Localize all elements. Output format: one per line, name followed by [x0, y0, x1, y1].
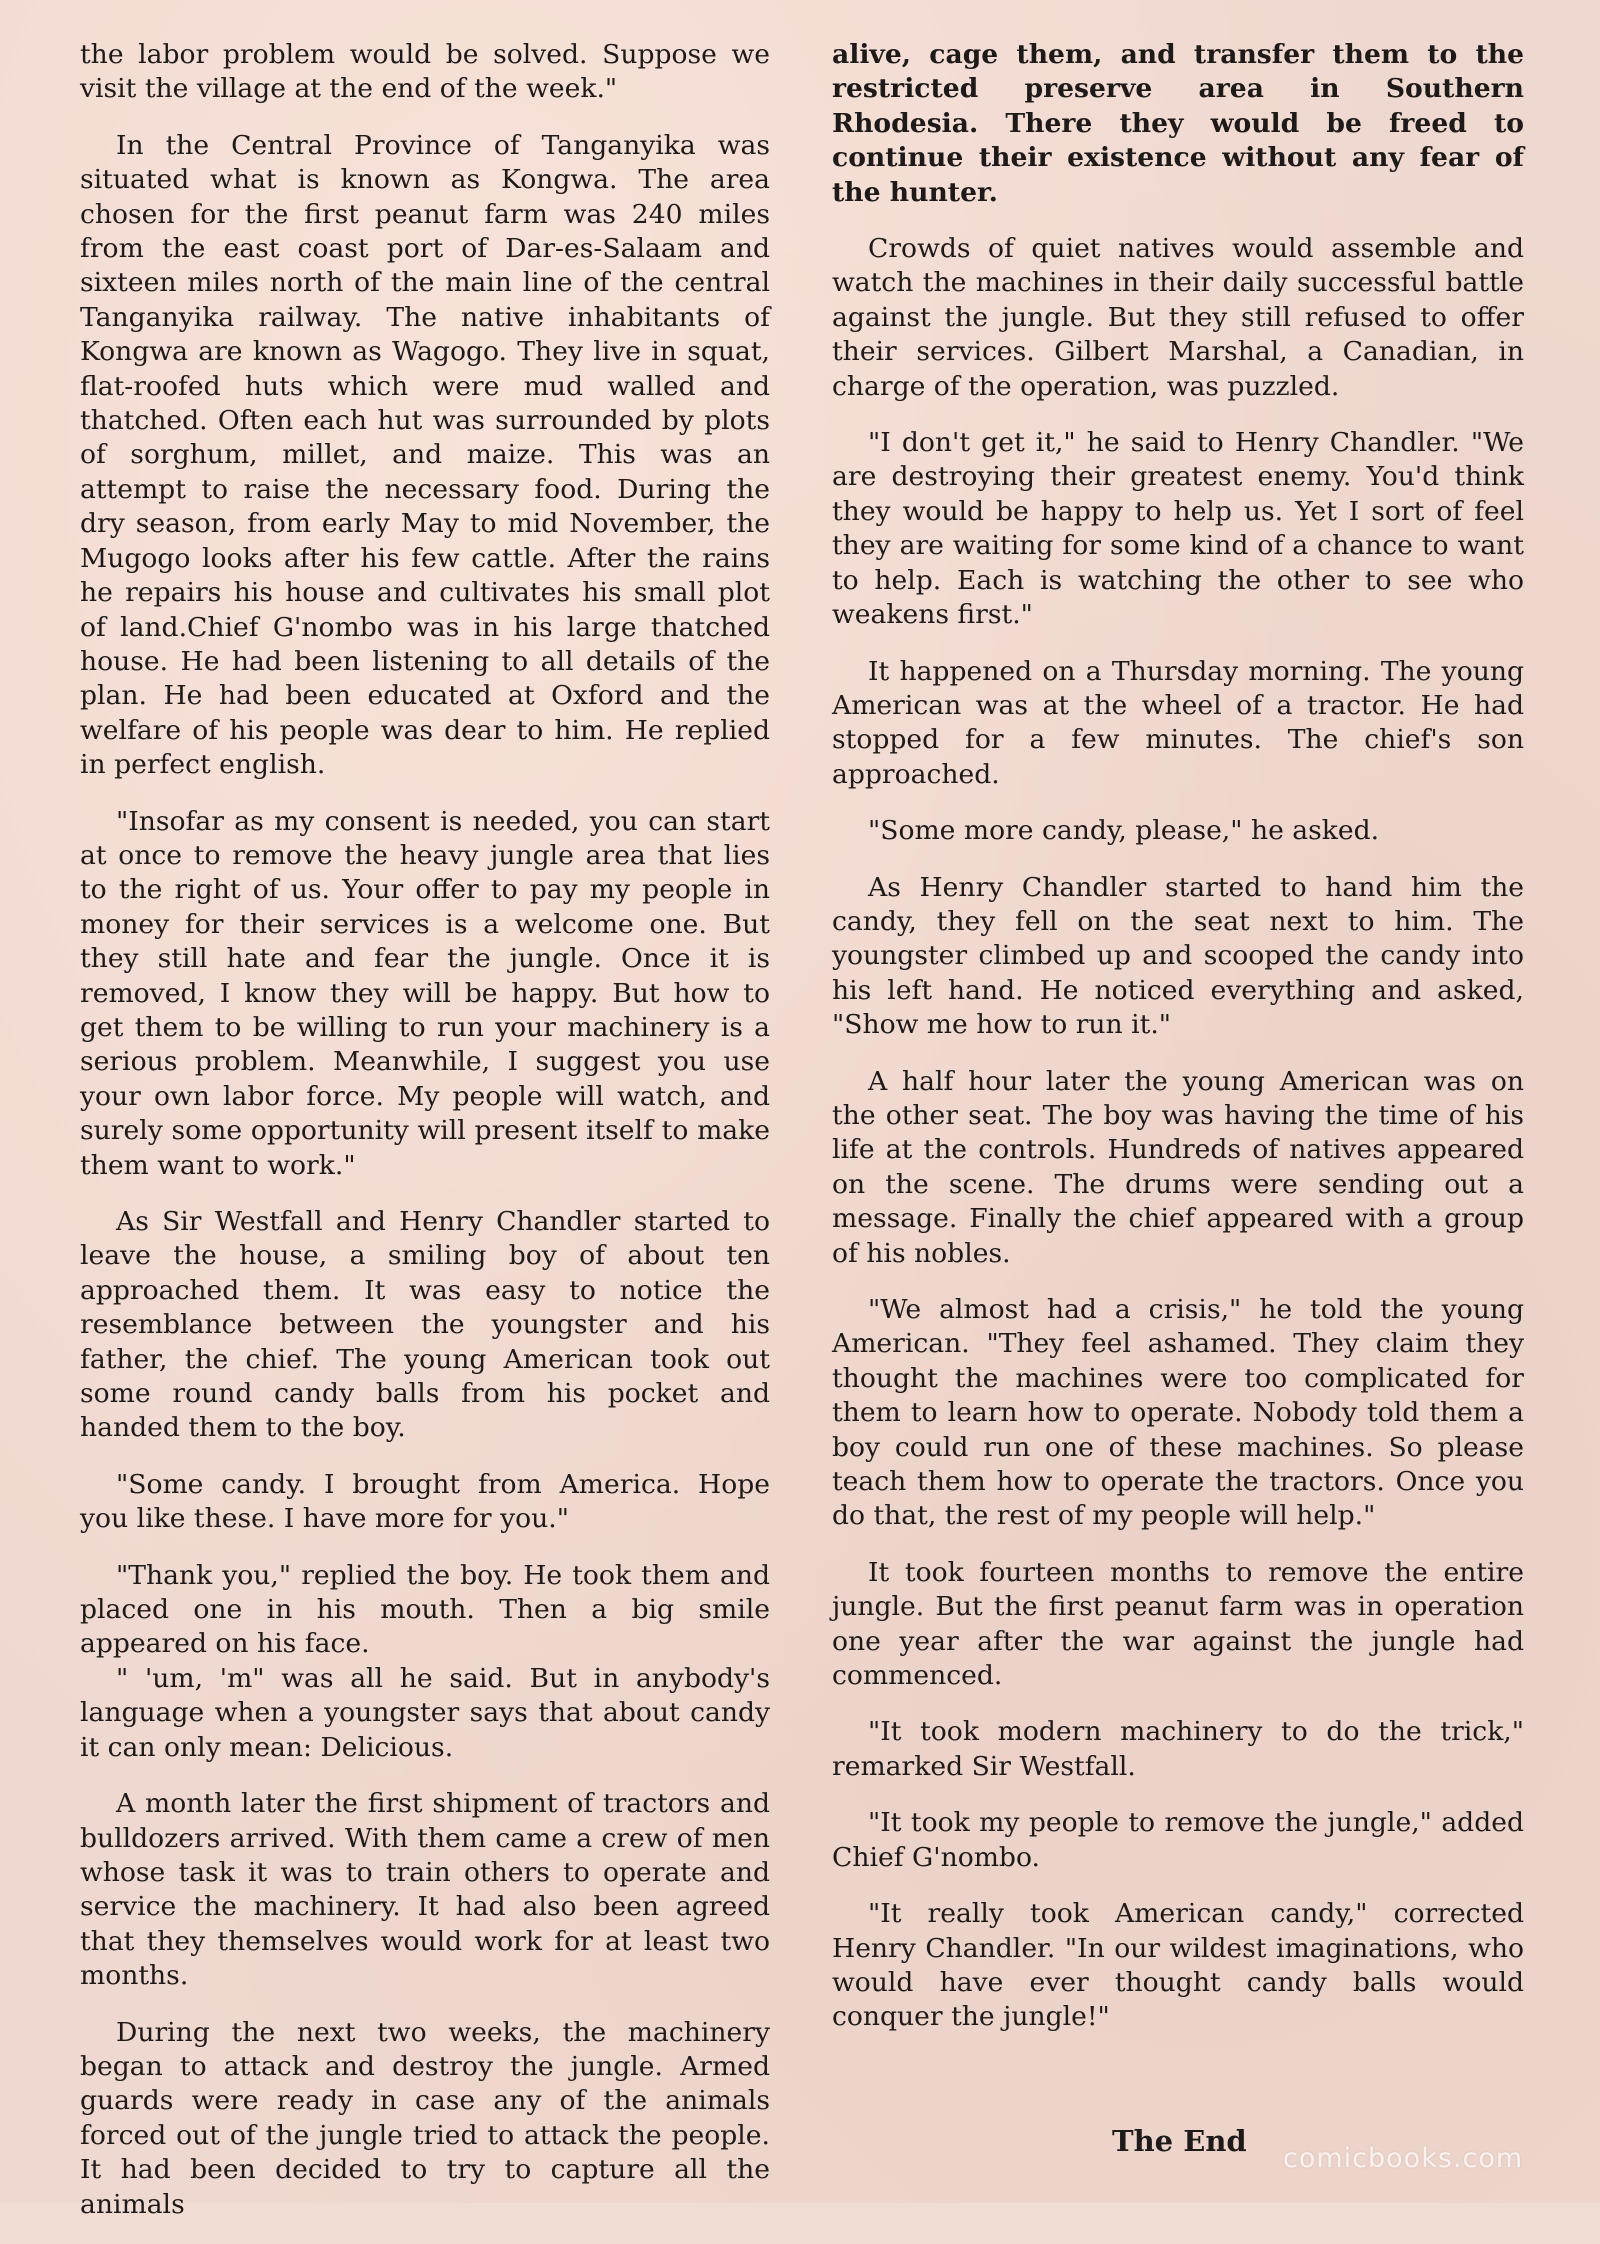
paragraph: "Insofar as my consent is needed, you can start at once to remove the heavy jungle area that lies to the right of us. Your offer to pay my people in money for their services is a welcome one. But they still hate and fear the jungle. Once it is removed, I know they will be happy. But how to get them to be willing to run your machinery is a serious problem. Meanwhile, I suggest you use your own labor force. My people will watch, and surely some opportunity will present itself to make them want to work."	[80, 805, 770, 1181]
paragraph: "It took my people to remove the jungle," added Chief G'nombo.	[832, 1807, 1524, 1873]
paragraph: "It really took American candy," corrected Henry Chandler. "In our wildest imaginations, who would have ever thought candy balls would conquer the jungle!"	[832, 1898, 1524, 2033]
paragraph: As Sir Westfall and Henry Chandler started to leave the house, a smiling boy of about ten approached them. It was easy to notice the resemblance between the youngster and his father, the chief. The young American took out some round candy balls from his pocket and handed them to the boy.	[80, 1206, 770, 1444]
the-end-label: The End	[1112, 2124, 1247, 2158]
paragraph: As Henry Chandler started to hand him the candy, they fell on the seat next to him. The youngster climbed up and scooped the candy into his left hand. He noticed everything and asked, "Show me how to run it."	[832, 871, 1524, 1041]
right-column	[832, 38, 1524, 2057]
paragraph: " 'um, 'm" was all he said. But in anybody's language when a youngster says that about candy it can only mean: Delicious.	[80, 1662, 770, 1763]
paragraph: alive, cage them, and transfer them to the restricted preserve area in Southern Rhodesia. There they would be freed to continue their existence without any fear of the hunter.	[832, 39, 1524, 208]
paragraph: "We almost had a crisis," he told the young American. "They feel ashamed. They claim they thought the machines were too complicated for them to learn how to operate. Nobody told them a boy could run one of these machines. So please teach them how to operate the tractors. Once you do that, the rest of my people will help."	[832, 1294, 1524, 1532]
paragraph: "It took modern machinery to do the trick," remarked Sir Westfall.	[832, 1716, 1524, 1782]
paragraph: the labor problem would be solved. Suppose we visit the village at the end of the week."	[80, 39, 770, 105]
paragraph: Crowds of quiet natives would assemble and watch the machines in their daily successful battle against the jungle. But they still refused to offer their services. Gilbert Marshal, a Canadian, in charge of the operation, was puzzled.	[832, 233, 1524, 402]
paragraph: A half hour later the young American was on the other seat. The boy was having the time of his life at the controls. Hundreds of natives appeared on the scene. The drums were sending out a message. Finally the chief appeared with a group of his nobles.	[832, 1065, 1524, 1269]
paragraph: "Some more candy, please," he asked.	[868, 815, 1380, 847]
paragraph: A month later the first shipment of tractors and bulldozers arrived. With them came a crew of men whose task it was to train others to operate and service the machinery. It had also been agreed that they themselves would work for at least two months.	[80, 1788, 770, 1992]
paragraph: "Thank you," replied the boy. He took them and placed one in his mouth. Then a big smile appeared on his face.	[80, 1559, 770, 1660]
paragraph: It took fourteen months to remove the entire jungle. But the first peanut farm was in operation one year after the war against the jungle had commenced.	[832, 1556, 1524, 1692]
watermark: comicbooks.com	[1283, 2143, 1524, 2174]
paragraph: "I don't get it," he said to Henry Chandler. "We are destroying their greatest enemy. You'd think they would be happy to help us. Yet I sort of feel they are waiting for some kind of a chance to want to help. Each is watching the other to see who weakens first."	[832, 427, 1524, 631]
paragraph: In the Central Province of Tanganyika was situated what is known as Kongwa. The area chosen for the first peanut farm was 240 miles from the east coast port of Dar-es-Salaam and sixteen miles north of the main line of the central Tanganyika railway. The native inhabitants of Kongwa are known as Wagogo. They live in squat, flat-roofed huts which were mud walled and thatched. Often each hut was surrounded by plots of sorghum, millet, and maize. This was an attempt to raise the necessary food. During the dry season, from early May to mid November, the Mugogo looks after his few cattle. After the rains he repairs his house and cultivates his small plot of land.Chief G'nombo was in his large thatched house. He had been listening to all details of the plan. He had been educated at Oxford and the welfare of his people was dear to him. He replied in perfect english.	[80, 129, 770, 781]
paragraph: It happened on a Thursday morning. The young American was at the wheel of a tractor. He had stopped for a few minutes. The chief's son approached.	[832, 655, 1524, 790]
left-column	[80, 38, 770, 2244]
paragraph: During the next two weeks, the machinery began to attack and destroy the jungle. Armed guards were ready in case any of the animals forced out of the jungle tried to attack the people. It had been decided to try to capture all the animals	[80, 2016, 770, 2220]
paragraph: "Some candy. I brought from America. Hope you like these. I have more for you."	[80, 1468, 770, 1535]
